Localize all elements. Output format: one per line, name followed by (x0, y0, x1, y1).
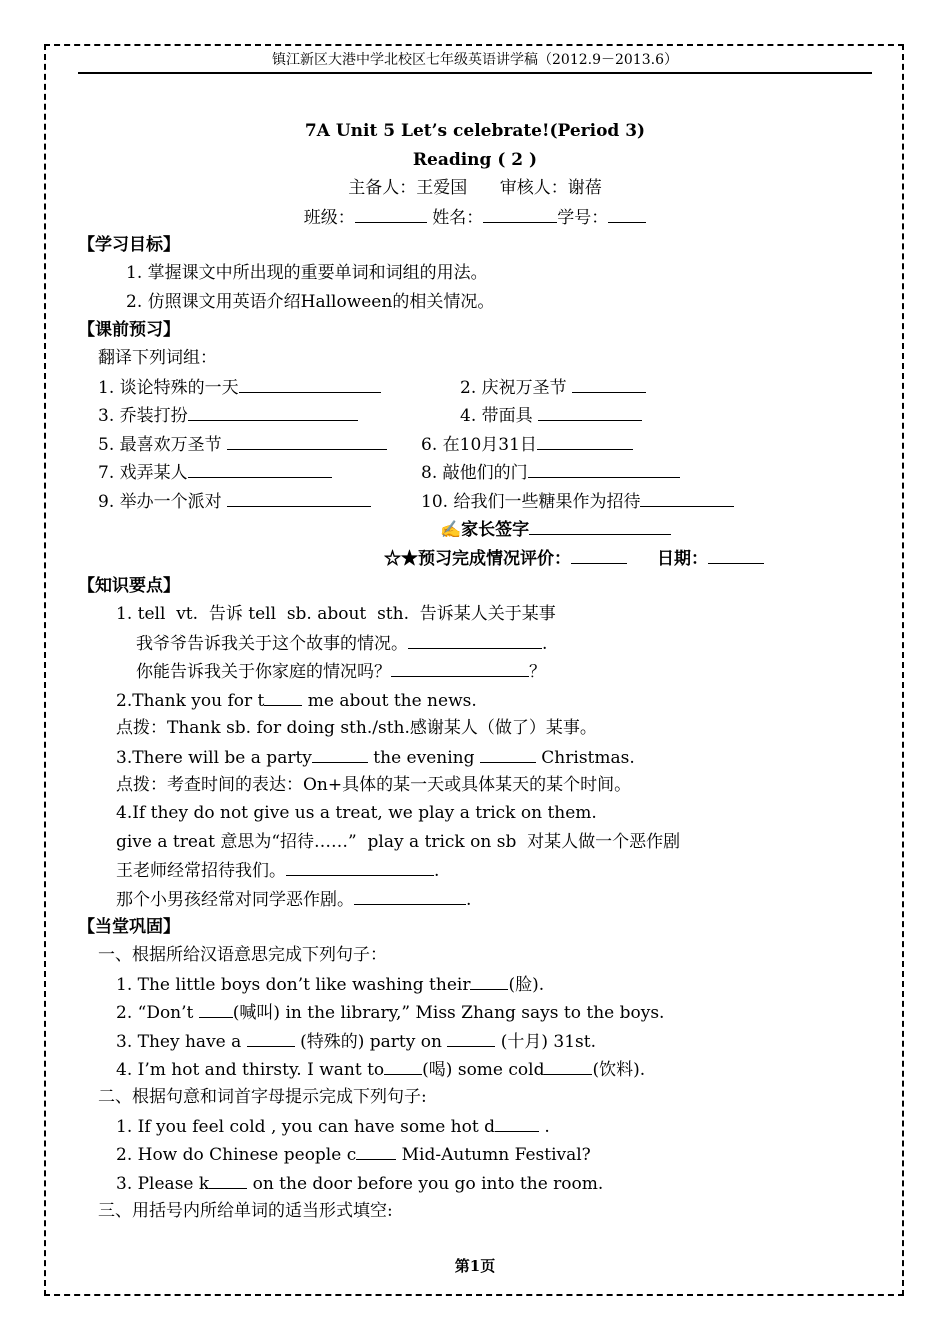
signature-field[interactable] (529, 518, 671, 535)
answer-blank[interactable] (286, 859, 434, 876)
answer-blank[interactable] (480, 746, 536, 763)
exercise-line: 4. I’m hot and thirsty. I want to (喝) some cold (饮料). (116, 1060, 646, 1080)
answer-blank[interactable] (227, 433, 387, 450)
knowledge-point: 1. tell vt. 告诉 tell sb. about sth. 告诉某人关于某事 (116, 604, 556, 624)
preview-evaluation: ☆★预习完成情况评价： 日期： (384, 547, 764, 570)
id-field[interactable] (608, 206, 646, 223)
phrase-item: 8. 敲他们的门 (421, 461, 680, 484)
answer-blank[interactable] (188, 461, 332, 478)
name-label: 姓名： (432, 208, 484, 228)
knowledge-point: 4.If they do not give us a treat, we play a trick on them. (116, 803, 597, 823)
exercise-line: 3. Please k on the door before you go into the room. (116, 1174, 604, 1194)
phrase-item: 10. 给我们一些糖果作为招待 (421, 490, 734, 513)
knowledge-point: 2.Thank you for t me about the news. (116, 691, 477, 711)
exercise-line: 王老师经常招待我们。 . (116, 861, 440, 881)
phrase-item: 4. 带面具 (460, 404, 642, 427)
answer-blank[interactable] (538, 404, 642, 421)
tip-line: 点拨：考查时间的表达：On+具体的某一天或具体某天的某个时间。 (116, 775, 632, 795)
answer-blank[interactable] (544, 1058, 592, 1075)
lesson-subtitle: Reading ( 2 ) (412, 150, 538, 170)
answer-blank[interactable] (354, 888, 466, 905)
tip-line: 点拨：Thank sb. for doing sth./sth.感谢某人（做了）某事。 (116, 718, 597, 738)
section-knowledge: 【知识要点】 (78, 576, 180, 596)
answer-blank[interactable] (209, 1172, 247, 1189)
class-field[interactable] (355, 206, 427, 223)
exercise-line: 那个小男孩经常对同学恶作剧。 . (116, 890, 472, 910)
lesson-title: 7A Unit 5 Let’s celebrate!(Period 3) (304, 121, 646, 141)
name-field[interactable] (483, 206, 557, 223)
class-label: 班级： (303, 208, 355, 228)
answer-blank[interactable] (572, 376, 646, 393)
evaluation-field[interactable] (571, 547, 627, 564)
answer-blank[interactable] (247, 1030, 295, 1047)
preparer-line: 主备人：王爱国 审核人：谢蓓 (348, 178, 602, 198)
goal-item: 1. 掌握课文中所出现的重要单词和词组的用法。 (126, 263, 488, 283)
phrase-item: 7. 戏弄某人 (98, 461, 332, 484)
date-label: 日期： (657, 549, 708, 569)
date-field[interactable] (708, 547, 764, 564)
answer-blank[interactable] (312, 746, 368, 763)
goal-item: 2. 仿照课文用英语介绍Halloween的相关情况。 (126, 292, 495, 312)
phrase-item: 3. 乔装打扮 (98, 404, 358, 427)
answer-blank[interactable] (264, 689, 302, 706)
exercise-line: 1. The little boys don’t like washing their (脸). (116, 975, 545, 995)
answer-blank[interactable] (537, 433, 633, 450)
parent-signature: ✍家长签字 (440, 518, 671, 541)
phrase-item: 5. 最喜欢万圣节 (98, 433, 387, 456)
section-practice: 【当堂巩固】 (78, 917, 180, 937)
practice-heading: 三、用括号内所给单词的适当形式填空: (98, 1201, 393, 1221)
answer-blank[interactable] (391, 660, 529, 677)
student-info-line (0, 206, 950, 229)
answer-blank[interactable] (408, 632, 542, 649)
answer-blank[interactable] (188, 404, 358, 421)
knowledge-point: 3.There will be a party the evening Christmas. (116, 748, 635, 768)
phrase-item: 6. 在10月31日 (421, 433, 633, 456)
answer-blank[interactable] (199, 1001, 233, 1018)
exercise-line: 我爷爷告诉我关于这个故事的情况。 . (136, 634, 548, 654)
phrase-item: 9. 举办一个派对 (98, 490, 371, 513)
id-label: 学号： (557, 208, 609, 228)
exercise-line: 你能告诉我关于你家庭的情况吗？ ？ (136, 662, 546, 682)
answer-blank[interactable] (528, 461, 680, 478)
practice-heading: 一、根据所给汉语意思完成下列句子： (98, 945, 387, 965)
answer-blank[interactable] (495, 1115, 539, 1132)
answer-blank[interactable] (640, 490, 734, 507)
phrase-item: 2. 庆祝万圣节 (460, 376, 646, 399)
exercise-line: 2. How do Chinese people c Mid-Autumn Festival? (116, 1145, 591, 1165)
exercise-line: 1. If you feel cold , you can have some hot d . (116, 1117, 550, 1137)
answer-blank[interactable] (227, 490, 371, 507)
answer-blank[interactable] (239, 376, 381, 393)
answer-blank[interactable] (384, 1058, 422, 1075)
phrase-item: 1. 谈论特殊的一天 (98, 376, 381, 399)
answer-blank[interactable] (470, 973, 508, 990)
exercise-line: 2. “Don’t (喊叫) in the library,” Miss Zhang says to the boys. (116, 1003, 665, 1023)
section-goals: 【学习目标】 (78, 235, 180, 255)
exercise-line: 3. They have a (特殊的) party on (十月) 31st. (116, 1032, 596, 1052)
answer-blank[interactable] (356, 1143, 396, 1160)
answer-blank[interactable] (447, 1030, 495, 1047)
page-header: 镇江新区大港中学北校区七年级英语讲学稿（2012.9－2013.6） (78, 50, 872, 74)
tip-line: give a treat 意思为“招待……” play a trick on sb 对某人做一个恶作剧 (116, 832, 681, 852)
practice-heading: 二、根据句意和词首字母提示完成下列句子: (98, 1087, 427, 1107)
preview-instruction: 翻译下列词组： (98, 348, 217, 368)
section-preview: 【课前预习】 (78, 320, 180, 340)
page-number: 第1页 (454, 1257, 496, 1275)
